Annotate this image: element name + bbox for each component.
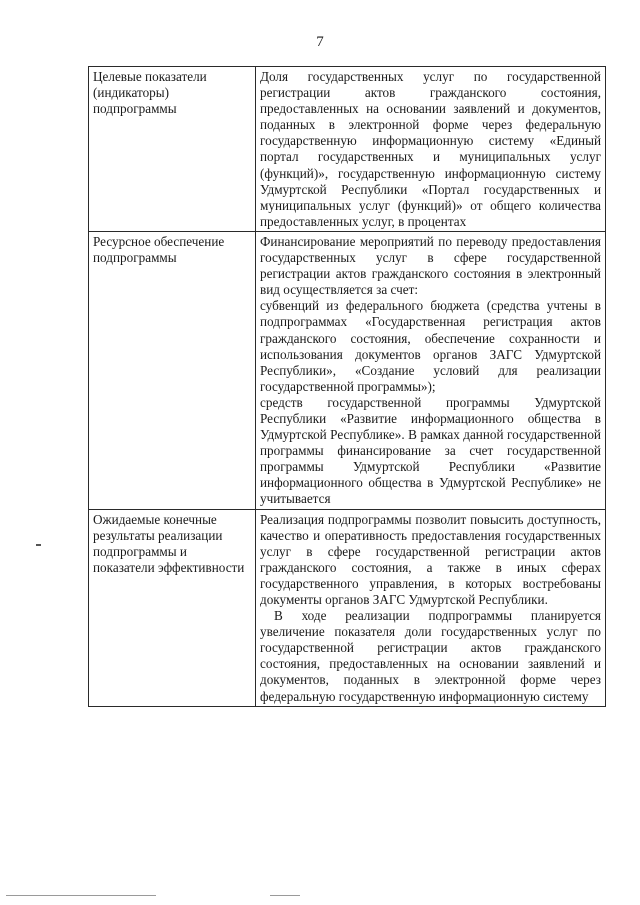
row-label: Целевые показатели (индикаторы) подпрограммы <box>89 67 256 232</box>
value-paragraph: субвенций из федерального бюджета (средства учтены в подпрограммах «Государственная регистрация актов гражданского состояния, обеспечение сохранности и использования документов органов ЗАГС Удмуртской Республики», «Создание условий для реализации государственной программы»); <box>260 298 601 394</box>
row-value <box>256 231 606 509</box>
row-value <box>256 67 606 232</box>
table-row <box>89 231 606 509</box>
scan-speck <box>36 544 41 546</box>
value-paragraph: Финансирование мероприятий по переводу предоставления государственных услуг в сфере государственной регистрации актов гражданского состояния в электронный вид осуществляется за счет: <box>260 233 601 298</box>
value-paragraph: Доля государственных услуг по государственной регистрации актов гражданского состояния, предоставленных на основании заявлений и документов, поданных в электронной форме через федеральную государственную информационную систему «Единый портал государственных и муниципальных услуг (функций)», государственную информационную систему Удмуртской Республики «Портал государственных и муниципальных услуг (функций)» от общего количества предоставленных услуг, в процентах <box>260 69 601 229</box>
value-paragraph: средств государственной программы Удмуртской Республики «Развитие информационного общества в Удмуртской Республике». В рамках данной государственной программы финансирование за счет государственной программы Удмуртской Республики «Развитие информационного общества в Удмуртской Республике» не учитывается <box>260 394 601 507</box>
scan-footer-noise <box>0 893 640 899</box>
row-label: Ресурсное обеспечение подпрограммы <box>89 231 256 509</box>
value-paragraph: В ходе реализации подпрограммы планируется увеличение показателя доли государственных услуг по государственной регистрации актов гражданского состояния, предоставленных на основании заявлений и документов, поданных в электронной форме через федеральную государственную информационную систему <box>260 608 601 704</box>
passport-table <box>88 66 606 707</box>
row-value <box>256 509 606 706</box>
value-paragraph: Реализация подпрограммы позволит повысить доступность, качество и оперативность предоставления государственных услуг в сфере государственной регистрации актов гражданского состояния, а также в иных сферах государственного управления, в которых востребованы документы органов ЗАГС Удмуртской Республики. <box>260 511 601 607</box>
table-row <box>89 67 606 232</box>
page-number: 7 <box>316 34 324 50</box>
table-row <box>89 509 606 706</box>
row-label: Ожидаемые конечные результаты реализации подпрограммы и показатели эффективности <box>89 509 256 706</box>
